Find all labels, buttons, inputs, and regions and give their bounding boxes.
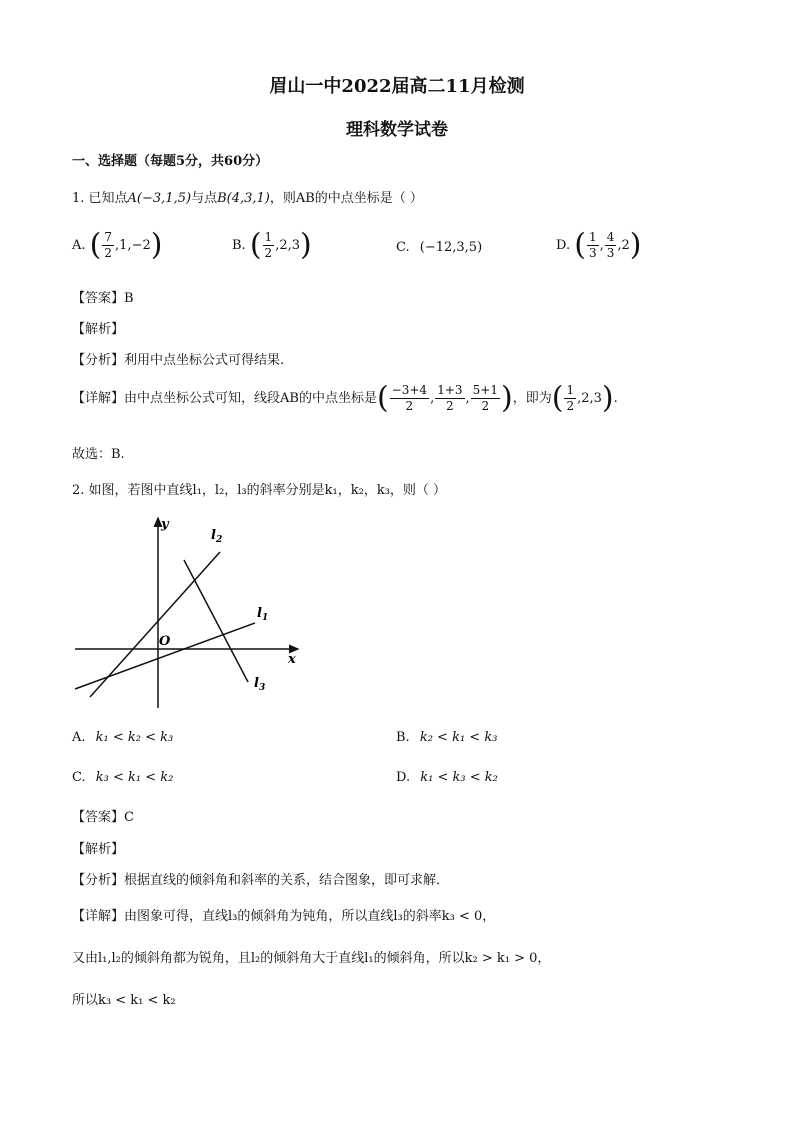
denominator: 3: [588, 246, 597, 260]
q2-answer: 【答案】C: [72, 810, 134, 825]
q1-option-b: [232, 227, 312, 263]
fraction: [435, 383, 464, 414]
numerator: 1: [264, 230, 273, 244]
option-letter: B.: [396, 730, 410, 745]
numerator: 1+3: [437, 383, 463, 397]
q2-option-d: [396, 770, 498, 785]
q1-conclusion: 故选：B.: [72, 447, 125, 462]
denominator: 2: [104, 246, 113, 260]
option-letter: A.: [72, 238, 86, 253]
line-l1-label: $l_1$: [257, 606, 269, 623]
q1-point-b: B(4,3,1): [217, 191, 270, 206]
paren-right: ): [501, 380, 513, 416]
line-l1: [75, 623, 255, 689]
q1-stem-prefix: 1. 已知点: [72, 191, 128, 206]
numerator: 1: [588, 230, 597, 244]
denominator: 2: [405, 399, 414, 413]
paren-left: (: [376, 380, 389, 416]
numerator: 4: [606, 230, 615, 244]
paren-right: ): [300, 227, 312, 263]
fraction: [102, 230, 114, 261]
detail-prefix: 【详解】由中点坐标公式可知，线段AB的中点坐标是: [72, 391, 377, 406]
denominator: 2: [566, 399, 575, 413]
q2-detail-line2: 又由l₁,l₂的倾斜角都为锐角，且l₂的倾斜角大于直线l₁的倾斜角，所以k₂ > k₁ > 0，: [72, 951, 551, 966]
denominator: 2: [446, 399, 454, 413]
denominator: 2: [264, 246, 273, 260]
fraction: [390, 383, 429, 414]
numerator: −3+4: [391, 383, 428, 397]
denominator: 2: [481, 399, 490, 413]
option-letter: B.: [232, 238, 246, 253]
q2-detail-line1: 【详解】由图象可得，直线l₃的倾斜角为钝角，所以直线l₃的斜率k₃ < 0，: [72, 909, 496, 924]
fraction: [263, 230, 275, 261]
q1-stem-suffix: ，则AB的中点坐标是（ ）: [269, 191, 423, 206]
y-axis-label: y: [161, 517, 169, 532]
q1-answer: 【答案】B: [72, 291, 134, 306]
line-l2-label: $l_2$: [211, 528, 223, 545]
option-letter: A.: [72, 730, 86, 745]
q2-option-b: [396, 730, 497, 745]
q2-line-figure: [70, 508, 310, 713]
paren-left: (: [89, 227, 102, 263]
paren-right: ): [150, 227, 163, 263]
page-subtitle: 理科数学试卷: [346, 120, 448, 140]
denominator: 3: [606, 246, 615, 260]
paren-right: ): [601, 380, 614, 416]
q1-analysis-label: 【解析】: [72, 322, 125, 337]
fraction: [564, 383, 576, 414]
q2-detail-line3: 所以k₃ < k₁ < k₂: [72, 993, 176, 1008]
q1-stem: [72, 187, 423, 206]
section-heading: 一、选择题（每题5分，共60分）: [72, 154, 269, 169]
q2-analysis-label: 【解析】: [72, 842, 125, 857]
q1-analysis: 【分析】利用中点坐标公式可得结果.: [72, 353, 285, 368]
option-value: (−12,3,5): [419, 240, 483, 255]
page-title: 眉山一中2022届高二11月检测: [269, 76, 525, 97]
paren-right: ): [629, 227, 642, 263]
q2-option-a: [72, 730, 173, 745]
paren-left: (: [574, 227, 586, 263]
q1-stem-mid: 与点: [191, 191, 218, 206]
q1-option-d: D. ( $\frac{1}{3}$ , $\frac{4}{3}$ ,2): [556, 227, 642, 263]
option-value: k₁ < k₃ < k₂: [420, 770, 498, 785]
option-value: k₂ < k₁ < k₃: [419, 730, 498, 745]
q2-stem: 2. 如图，若图中直线l₁，l₂，l₃的斜率分别是k₁，k₂，k₃，则（ ）: [72, 483, 447, 498]
option-letter: D.: [396, 770, 411, 785]
detail-rest: ,2,3: [577, 391, 602, 406]
option-letter: C.: [72, 770, 86, 785]
q1-option-c: [396, 240, 482, 255]
option-value: k₁ < k₂ < k₃: [95, 730, 174, 745]
option-rest: ,2,3: [275, 238, 300, 253]
paren-left: (: [551, 380, 564, 416]
line-l3-label: $l_3$: [254, 676, 266, 693]
detail-mid: ，即为: [512, 391, 552, 406]
line-l3: [184, 560, 248, 682]
q2-analysis: 【分析】根据直线的倾斜角和斜率的关系，结合图象，即可求解．: [72, 873, 450, 888]
line-l2: [90, 552, 220, 697]
option-letter: C.: [396, 240, 410, 255]
paren-left: (: [249, 227, 262, 263]
q1-point-a: A(−3,1,5): [127, 191, 192, 206]
option-rest: ,1,−2: [115, 238, 151, 253]
numerator: 5+1: [472, 383, 498, 397]
x-axis-label: x: [288, 652, 296, 667]
fraction: [471, 383, 500, 414]
option-rest: ,2: [617, 238, 630, 253]
q1-detail: 【详解】由中点坐标公式可知，线段AB的中点坐标是( $\frac{-3+4}{2}$ , $\frac{1+3}{2}$ , $\frac{5+1}{2}$ )，即为( $\frac{1}{2}$ ,2,3).: [72, 380, 618, 416]
option-value: k₃ < k₁ < k₂: [95, 770, 174, 785]
numerator: 7: [104, 230, 113, 244]
numerator: 1: [566, 383, 575, 397]
q1-option-a: [72, 227, 163, 263]
fraction: [587, 230, 599, 261]
q2-option-c: [72, 770, 173, 785]
option-letter: D.: [556, 238, 571, 253]
origin-label: O: [159, 634, 171, 649]
fraction: [605, 230, 617, 261]
